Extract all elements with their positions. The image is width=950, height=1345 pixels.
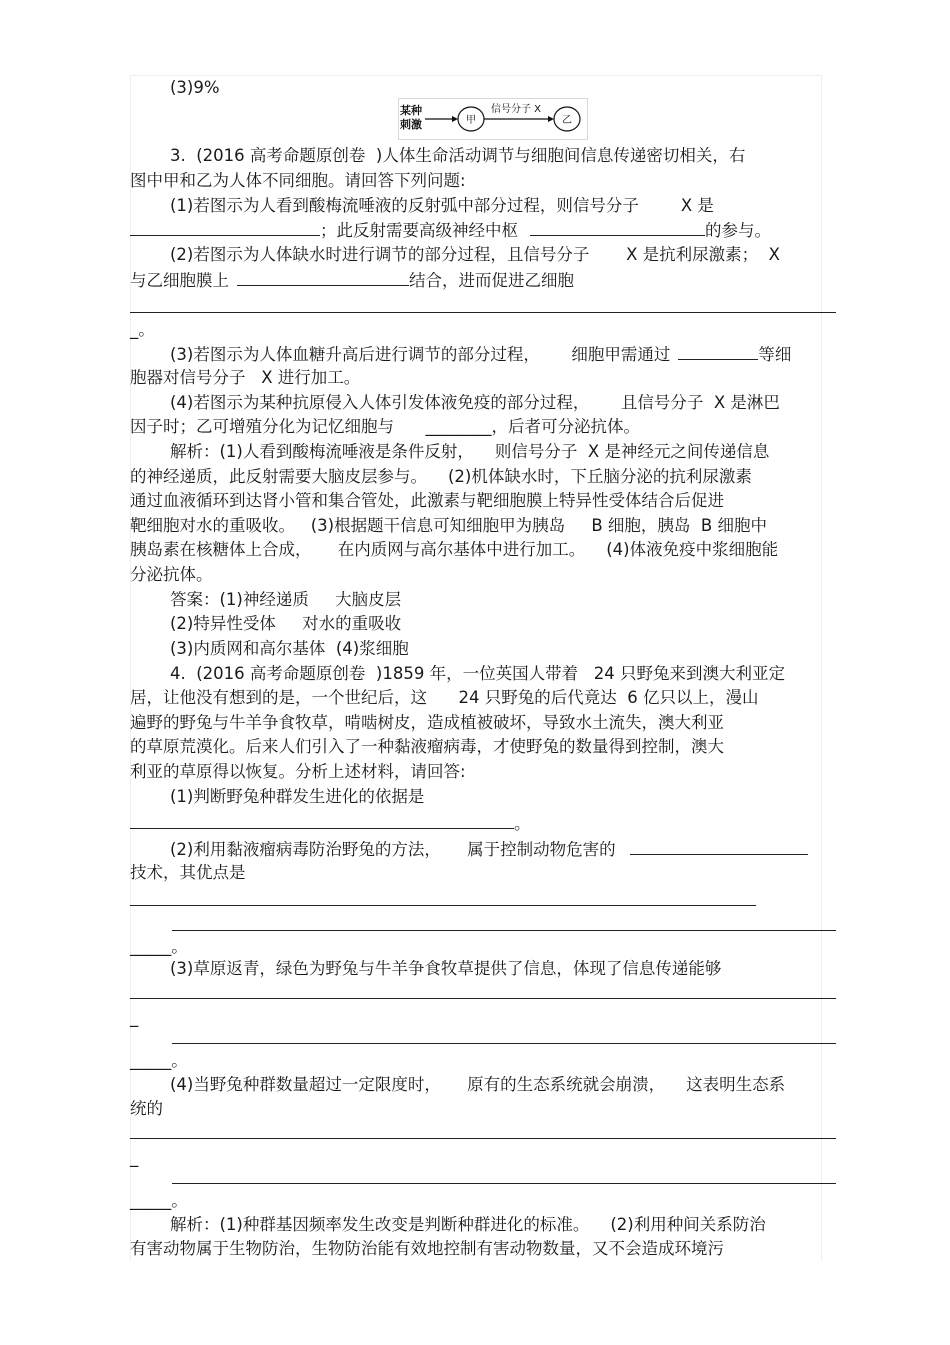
q3-answer-1: 答案：(1)神经递质 大脑皮层 (170, 590, 402, 609)
q3-intro-2: 图中甲和乙为人体不同细胞。请回答下列问题: (130, 171, 466, 190)
diagram-cell-a-label: 甲 (466, 115, 476, 126)
q3-part2-line1: (2)若图示为人体缺水时进行调节的部分过程，且信号分子 X 是抗利尿激素； X (170, 245, 780, 264)
answer-blank (630, 839, 808, 855)
answer-line (172, 1043, 836, 1044)
answer-line (172, 930, 836, 931)
q4-part3-line1: (3)草原返青，绿色为野兔与牛羊争食牧草提供了信息，体现了信息传递能够 (170, 959, 722, 978)
q3-explanation-2: 的神经递质，此反射需要大脑皮层参与。 (2)机体缺水时，下丘脑分泌的抗利尿激素 (130, 467, 752, 486)
q3-explanation-5: 胰岛素在核糖体上合成， 在内质网与高尔基体中进行加工。 (4)体液免疫中浆细胞能 (130, 540, 779, 559)
diagram-stimulus-label-2: 刺激 (400, 118, 422, 131)
q4-intro-2: 居，让他没有想到的是，一个世纪后，这 24 只野兔的后代竟达 6 亿只以上，漫山 (130, 688, 759, 707)
q4-explanation-1: 解析：(1)种群基因频率发生改变是判断种群进化的标准。 (2)利用种间关系防治 (170, 1215, 766, 1234)
q3-explanation-6: 分泌抗体。 (130, 565, 213, 584)
diagram-cell-b-label: 乙 (562, 115, 572, 126)
q4-part2-line2: 技术，其优点是 (130, 863, 246, 882)
q2-answer-3: (3)9% (170, 78, 220, 97)
q3-part1-line1: (1)若图示为人看到酸梅流唾液的反射弧中部分过程，则信号分子 X 是 (170, 196, 714, 215)
signal-diagram (398, 98, 588, 140)
q4-intro-3: 遍野的野兔与牛羊争食牧草，啃啮树皮，造成植被破坏，导致水土流失，澳大利亚 (130, 713, 724, 732)
q4-part2-line1: (2)利用黏液瘤病毒防治野兔的方法， 属于控制动物危害的 (170, 839, 808, 860)
q4-part3-end: _____。 (130, 1051, 188, 1070)
q3-answer-3: (3)内质网和高尔基体 (4)浆细胞 (170, 639, 409, 658)
q3-part4-line2: 因子时；乙可增殖分化为记忆细胞与 ________，后者可分泌抗体。 (130, 417, 640, 436)
q4-intro-4: 的草原荒漠化。后来人们引入了一种黏液瘤病毒，才使野兔的数量得到控制，澳大 (130, 737, 724, 756)
answer-line (130, 312, 836, 313)
q4-part1: (1)判断野兔种群发生进化的依据是 (170, 787, 425, 806)
q4-part3-underscore: _ (130, 1008, 139, 1027)
q3-explanation-4: 靶细胞对水的重吸收。 (3)根据题干信息可知细胞甲为胰岛 B 细胞，胰岛 B 细胞中 (130, 516, 767, 535)
q3-part3-line2: 胞器对信号分子 X 进行加工。 (130, 368, 361, 387)
diagram-stimulus-label-1: 某种 (400, 104, 422, 117)
q3-answer-2: (2)特异性受体 对水的重吸收 (170, 614, 402, 633)
q3-intro-1: 3. (2016 高考命题原创卷 )人体生命活动调节与细胞间信息传递密切相关，右 (170, 146, 746, 165)
q4-part4-end: _____。 (130, 1191, 188, 1210)
q4-explanation-2: 有害动物属于生物防治，生物防治能有效地控制有害动物数量，又不会造成环境污 (130, 1239, 724, 1258)
q3-explanation-3: 通过血液循环到达肾小管和集合管处，此激素与靶细胞膜上特异性受体结合后促进 (130, 491, 724, 510)
answer-blank (237, 270, 409, 286)
answer-line (172, 1183, 836, 1184)
answer-blank (130, 813, 514, 829)
q3-explanation-1: 解析：(1)人看到酸梅流唾液是条件反射， 则信号分子 X 是神经元之间传递信息 (170, 442, 770, 461)
answer-line (130, 1138, 836, 1139)
q4-part2-end: _____。 (130, 937, 188, 956)
answer-blank (130, 220, 320, 236)
answer-blank (530, 220, 705, 236)
q4-part4-line2: 统的 (130, 1099, 163, 1118)
q3-part2-line3: _。 (130, 320, 155, 339)
answer-blank (678, 344, 758, 360)
q4-part4-line1: (4)当野兔种群数量超过一定限度时， 原有的生态系统就会崩溃， 这表明生态系 (170, 1075, 786, 1094)
answer-line (130, 998, 836, 999)
q3-part3-line1: (3)若图示为人体血糖升高后进行调节的部分过程， 细胞甲需通过 等细 (170, 345, 792, 364)
q3-part4-line1: (4)若图示为某种抗原侵入人体引发体液免疫的部分过程， 且信号分子 X 是淋巴 (170, 393, 780, 412)
q3-part2-line2: 与乙细胞膜上 结合，进而促进乙细胞 (130, 271, 574, 290)
q4-part1-answer: 。 (130, 813, 531, 834)
q4-intro-5: 利亚的草原得以恢复。分析上述材料，请回答: (130, 762, 466, 781)
q4-part4-underscore: _ (130, 1148, 139, 1167)
diagram-signal-label: 信号分子 X (490, 104, 542, 115)
q3-part1-line2: ；此反射需要高级神经中枢 的参与。 (130, 220, 771, 241)
q4-intro-1: 4. (2016 高考命题原创卷 )1859 年，一位英国人带着 24 只野兔来到澳大利亚定 (170, 664, 786, 683)
answer-line (130, 905, 756, 906)
